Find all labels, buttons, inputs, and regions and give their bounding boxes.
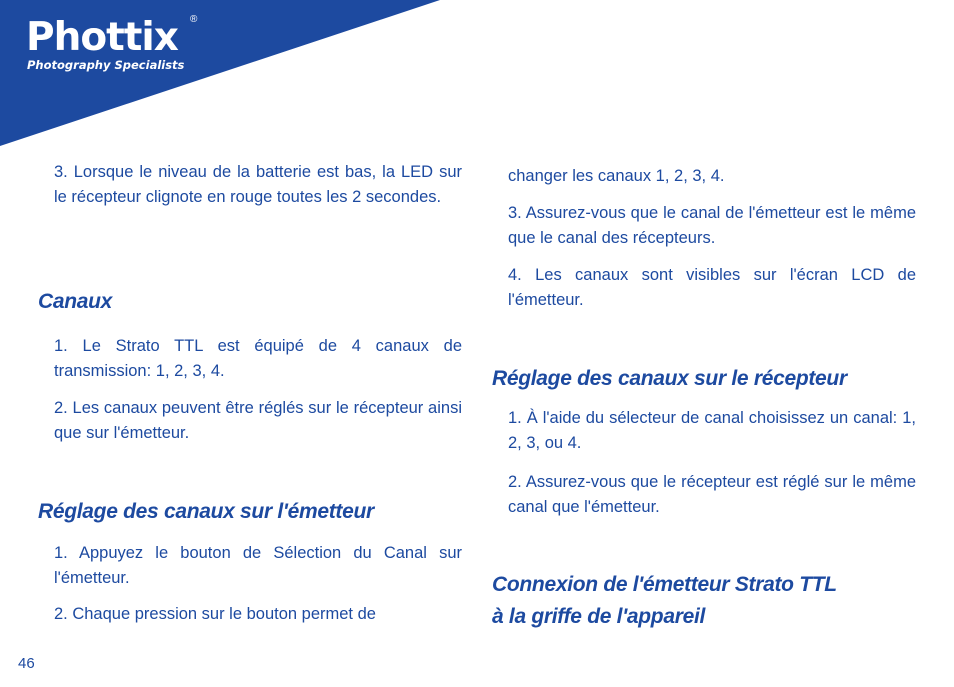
brand-logo: Phottix	[26, 15, 178, 60]
page-number: 46	[18, 655, 35, 672]
list-item: 1. À l'aide du sélecteur de canal choisissez un canal: 1, 2, 3, ou 4.	[508, 409, 916, 452]
list-item: 2. Chaque pression sur le bouton permet de	[54, 605, 376, 623]
list-item: 4. Les canaux sont visibles sur l'écran LCD de l'émetteur.	[508, 266, 916, 309]
list-item: 1. Le Strato TTL est équipé de 4 canaux de transmission: 1, 2, 3, 4.	[54, 337, 462, 380]
section-title-transmitter-channels: Réglage des canaux sur l'émetteur	[38, 500, 374, 523]
list-item: 2. Assurez-vous que le récepteur est réglé sur le même canal que l'émetteur.	[508, 473, 916, 516]
section-title-channels: Canaux	[38, 290, 113, 313]
list-item-continued: changer les canaux 1, 2, 3, 4.	[508, 167, 725, 185]
section-title-receiver-channels: Réglage des canaux sur le récepteur	[492, 367, 847, 390]
section-title-connection-line1: Connexion de l'émetteur Strato TTL	[492, 573, 837, 596]
list-item: 1. Appuyez le bouton de Sélection du Canal sur l'émetteur.	[54, 544, 462, 587]
list-item: 2. Les canaux peuvent être réglés sur le récepteur ainsi que sur l'émetteur.	[54, 399, 462, 442]
battery-note: 3. Lorsque le niveau de la batterie est bas, la LED sur le récepteur clignote en rouge toutes les 2 secondes.	[54, 163, 462, 206]
section-title-connection-line2: à la griffe de l'appareil	[492, 605, 706, 628]
list-item: 3. Assurez-vous que le canal de l'émetteur est le même que le canal des récepteurs.	[508, 204, 916, 247]
registered-mark: ®	[190, 14, 198, 25]
brand-tagline: Photography Specialists	[27, 58, 185, 72]
